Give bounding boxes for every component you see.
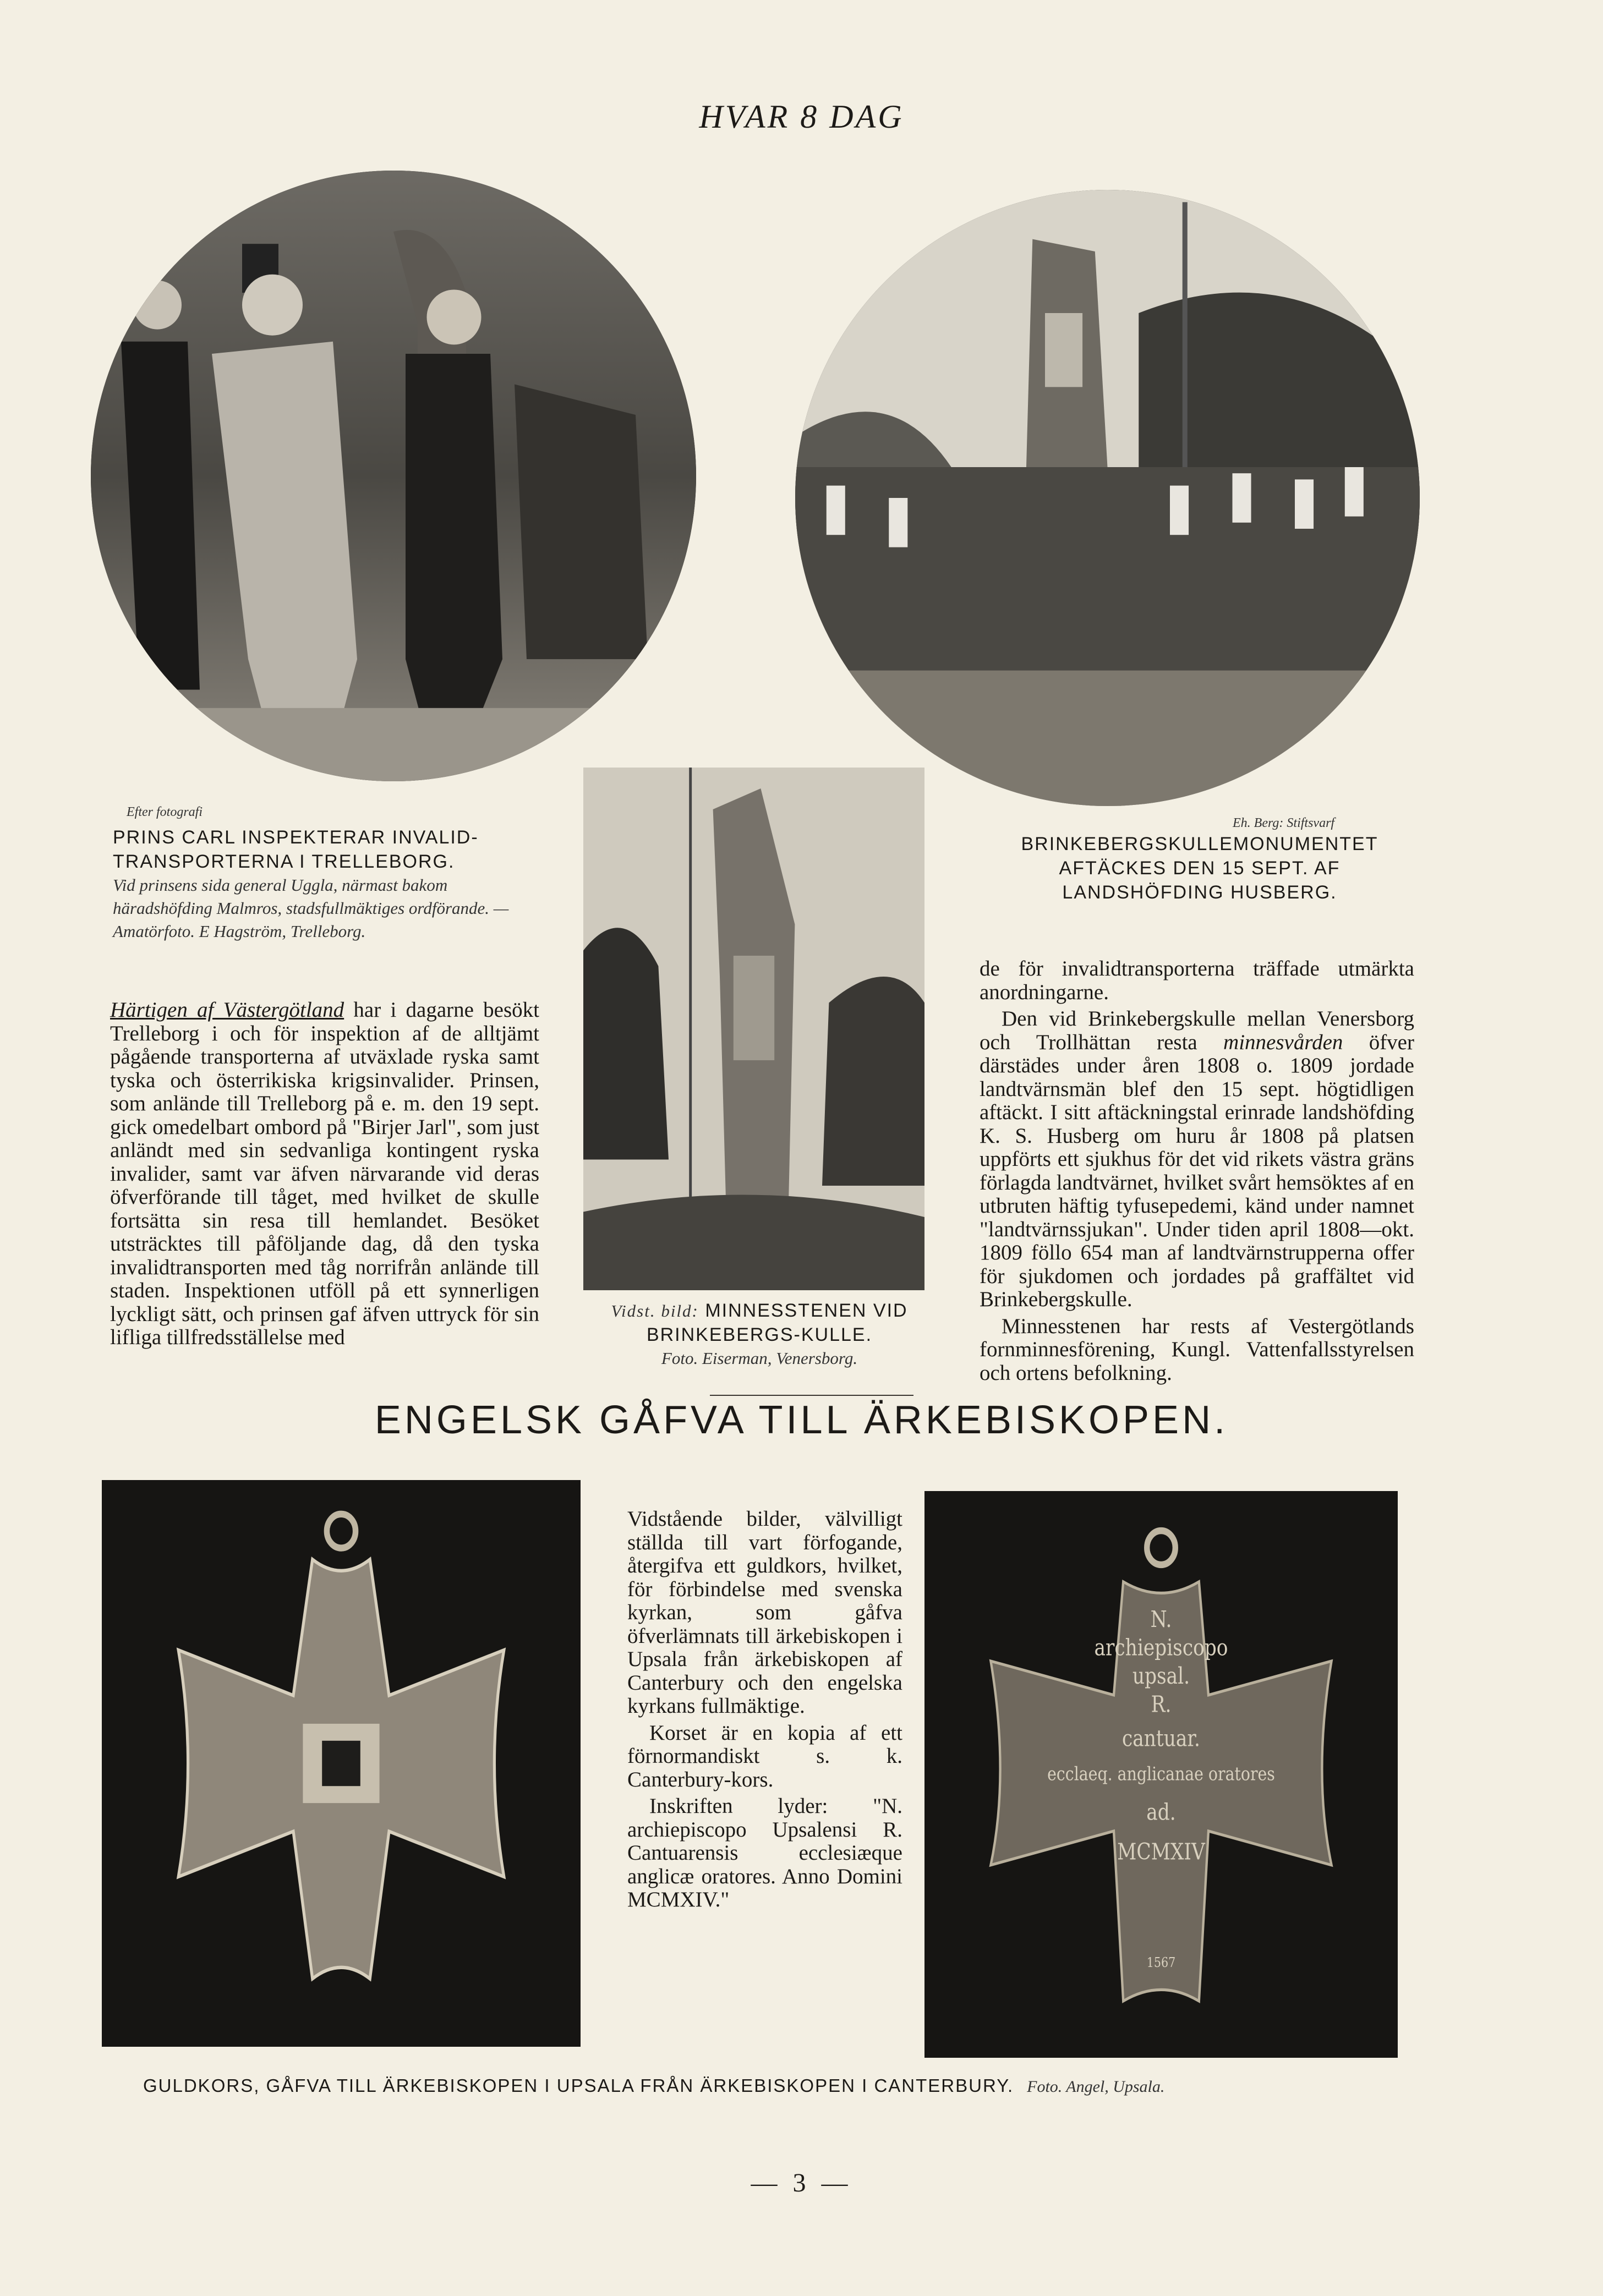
article-trelleborg-lead: Härtigen af Västergötland [110,998,344,1022]
cross-back-image [924,1491,1398,2058]
inscription-hallmark: 1567 [1146,1955,1176,1971]
photo3-caption-prefix: Vidst. bild: [611,1301,699,1320]
bottom-caption [143,2075,1464,2096]
inscription-line-6: ecclaeq. anglicanae oratores [1047,1763,1275,1785]
article-brinkeberg-p3: Minnesstenen har rests af Vestergötlands fornminnesförening, Kungl. Vattenfallsstyrelsen och ortens befolkning. [980,1314,1414,1385]
photo-cross-back [924,1491,1398,2058]
photo-memorial-stone-image [583,768,924,1290]
photo-prince-carl [91,171,696,781]
article-cross-p1: Vidstående bilder, välvilligt ställda till vart förfogande, återgifva ett guldkors, hvilket, för förbindelse med svenska kyrkan, som gåfva öfverlämnats till ärkebiskopen i Upsala från ärkebiskopen af Canterbury och den engelska kyrkans fullmäktige. [627,1507,902,1718]
photo3-caption [581,1298,938,1370]
inscription-line-8: MCMXIV [1117,1838,1205,1865]
running-head: HVAR 8 DAG [699,98,904,135]
photo1-caption-details: Vid prinsens sida general Uggla, närmast bakom häradshöfding Malmros, stadsfullmäktiges ordförande. — Amatörfoto. E Hagström, Trelleborg. [113,875,509,941]
inscription-line-5: cantuar. [1122,1725,1200,1752]
inscription-line-7: ad. [1146,1799,1176,1826]
photo1-credit: Efter fotografi [127,805,203,819]
bottom-caption-text: GULDKORS, GÅFVA TILL ÄRKEBISKOPEN I UPSALA FRÅN ÄRKEBISKOPEN I CANTERBURY. [143,2075,1014,2096]
inscription-line-4: R. [1151,1691,1172,1718]
article-cross-p3: Inskriften lyder: "N. archiepiscopo Upsalensi R. Cantuarensis ecclesiæque anglicæ oratores. Anno Domini MCMXIV." [627,1794,902,1911]
bottom-caption-credit: Foto. Angel, Upsala. [1027,2078,1165,2096]
photo-cross-front [102,1480,581,2047]
photo1-caption [113,825,515,943]
article-brinkeberg-p2: Den vid Brinkebergskulle mellan Venersborg och Trollhättan resta minnesvården öfver därstädes under åren 1808 o. 1809 jordade landtvärnsmän blef den 15 sept. högtidligen aftäckt. I sitt aftäckningstal erinrade landshöfding K. S. Husberg om huru år 1808 på platsen uppförts ett sjukhus för det vid rikets västra gräns förlagda landtvärnet, hvilket svårt hemsöktes af en utbruten häftig tyfusepedemi, känd under namnet "landtvärnssjukan". Under tiden april 1808—okt. 1809 föllo 654 man af landtvärnstrupperna offer för sjukdomen och jordades på graffältet vid Brinkebergskulle. [980,1007,1414,1311]
photo3-caption-credit: Foto. Eiserman, Venersborg. [661,1349,858,1368]
article-brinkeberg-p1: de för invalidtransporterna träffade utmärkta anordningarne. [980,957,1414,1004]
photo-prince-carl-image [91,171,696,781]
photo-monument-unveiling-image [795,190,1420,806]
article-trelleborg [110,999,539,1353]
photo-monument-unveiling [795,190,1420,806]
inscription-line-2: archiepiscopo [1094,1634,1228,1661]
photo3-caption-title: MINNESSTENEN VID BRINKEBERGS-KULLE. [646,1300,908,1346]
section-title: ENGELSK GÅFVA TILL ÄRKEBISKOPEN. [374,1398,1229,1442]
divider-rule [710,1395,913,1396]
article-trelleborg-text: har i dagarne besökt Trelleborg i och för inspektion af de alltjämt pågående transporterna af utväxlade ryska samt tyska och österrikiska krigsinvalider. Prinsen, som anlände till Trelleborg på e. m. den 19 sept. gick omedelbart ombord på "Birjer Jarl", som just anländt med sin sedvanliga kontingent ryska invalider, samt var äfven närvarande vid deras öfverförande till tåget, med hvilket de skulle fortsätta sin resa till hemlandet. Besöket utsträcktes till påföljande dag, då den tyska invalidtransporten med tåg norrifrån anlände till staden. Inspektionen utföll på ett synnerligen lyckligt sätt, och prinsen gaf äfven uttryck för sin lifliga tillfredsställelse med [110,998,539,1349]
photo2-credit: Eh. Berg: Stiftsvarf [1233,816,1335,830]
article-brinkeberg [980,957,1414,1388]
page-number: — 3 — [751,2168,852,2198]
inscription-line-3: upsal. [1132,1663,1190,1689]
photo-memorial-stone [583,768,924,1290]
inscription-line-1: N. [1150,1606,1172,1632]
photo2-caption: BRINKEBERGSKULLEMONUMENTET AFTÄCKES DEN 15 SEPT. AF LANDSHÖFDING HUSBERG. [1021,834,1378,903]
article-cross [627,1508,902,1915]
photo1-caption-title: PRINS CARL INSPEKTERAR INVALID-TRANSPORTERNA I TRELLEBORG. [113,827,479,873]
article-cross-p2: Korset är en kopia af ett förnormandiskt s. k. Canterbury-kors. [627,1720,902,1791]
cross-front-image [102,1480,581,2047]
